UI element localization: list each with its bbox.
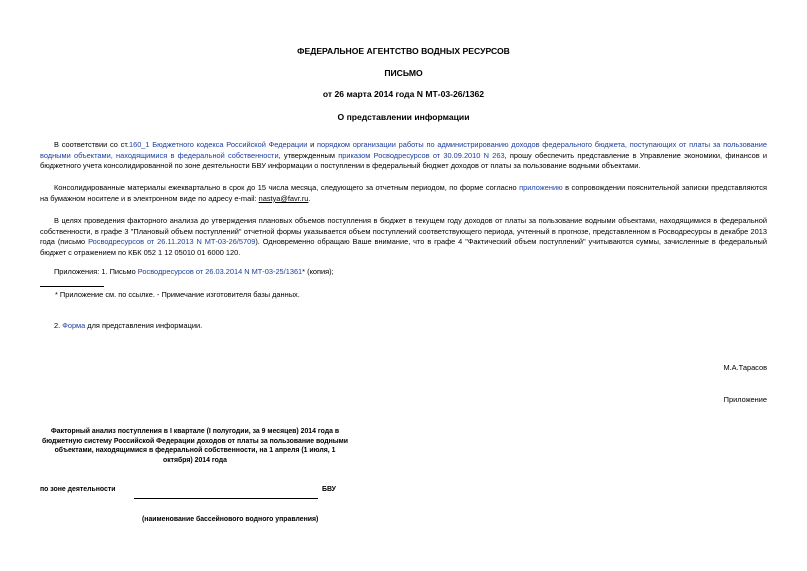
- budget-code-link[interactable]: 160_1 Бюджетного кодекса Российской Федерации: [128, 140, 308, 149]
- paragraph-2: [40, 183, 767, 204]
- paragraph-1: [40, 140, 767, 172]
- email-address[interactable]: nastya@favr.ru: [258, 193, 309, 203]
- text: Приложения: 1. Письмо: [54, 267, 138, 276]
- order-263-link[interactable]: приказом Росводресурсов от 30.09.2010 N 263: [338, 150, 505, 160]
- letter-5709-link[interactable]: Росводресурсов от 26.11.2013 N МТ-03-26/5709: [88, 237, 256, 247]
- attachments-line: [40, 267, 767, 278]
- letter-1361-link[interactable]: Росводресурсов от 26.03.2014 N МТ-03-25/1361: [137, 267, 303, 276]
- text: и: [307, 140, 318, 149]
- zone-label: по зоне деятельности: [40, 486, 116, 493]
- text: Консолидированные материалы ежеквартально в срок до 15 числа месяца, следующего за отчетным периодом, по форме согласно: [54, 183, 520, 192]
- footnote-star: *: [302, 267, 306, 276]
- footnote-divider: [40, 286, 104, 287]
- form-link[interactable]: Форма: [62, 321, 86, 330]
- paragraph-3: [40, 216, 767, 258]
- footnote: * Приложение см. по ссылке. - Примечание изготовителя базы данных.: [55, 290, 300, 299]
- text: 2.: [54, 321, 63, 330]
- procedure-link[interactable]: порядком организации работы по администрированию доходов федерального бюджета, поступающих от платы за пользование водными объектами, находящимися в федеральной собственности: [40, 140, 767, 160]
- text: ). Одновременно обращаю Ваше внимание, что в графе 4 "Фактический объем поступлений" учитываются суммы, зачисленные в федеральный бюджет с отражением по КБК 052 1 12 05010 01 6000 120.: [40, 237, 767, 257]
- text: для представления информации.: [85, 321, 203, 330]
- text: , утвержденным: [278, 150, 339, 160]
- bvu-label: БВУ: [322, 486, 336, 493]
- text: .: [308, 193, 311, 203]
- appendix-label: Приложение: [723, 395, 767, 404]
- bvu-caption: (наименование бассейнового водного управления): [142, 516, 319, 523]
- signature: М.А.Тарасов: [723, 363, 767, 372]
- form-title: Факторный анализ поступления в I квартале (I полугодии, за 9 месяцев) 2014 года в бюджетную систему Российской Федерации доходов от платы за пользование водными объектами, находящимися в федеральной собственности, на 1 апреля (1 июля, 1 октября) 2014 года: [42, 428, 348, 465]
- bvu-name-field: [134, 498, 318, 499]
- text: , прошу обеспечить представление в Управление экономики, финансов и бюджетного учета консолидированной по зоне деятельности БВУ информации о поступлении в федеральный бюджет доходов от платы за пользование водными объектами.: [40, 150, 768, 171]
- text: (копия);: [305, 267, 334, 276]
- doc-date-number: от 26 марта 2014 года N МТ-03-26/1362: [322, 89, 485, 99]
- text: В целях проведения факторного анализа до утверждения плановых объемов поступления в бюджет в текущем году доходов от платы за пользование водными объектами, находящимися в федеральной собственности, в графе 3 "Плановый объем поступлений" отчетной формы указывается объем поступлений соответствующего периода, учтенный в прогнозе, представленном в Росводресурсы в декабре 2013 года (письмо: [40, 216, 767, 247]
- appendix-link[interactable]: приложению: [519, 183, 563, 192]
- attachment-item-2: [54, 321, 202, 330]
- text: в сопровождении пояснительной записки представляются на бумажном носителе и в электронном виде по адресу e-mail:: [40, 183, 767, 203]
- agency-title: ФЕДЕРАЛЬНОЕ АГЕНТСТВО ВОДНЫХ РЕСУРСОВ: [297, 46, 510, 56]
- doc-type: ПИСЬМО: [384, 68, 423, 78]
- text: В соответствии со ст.: [54, 140, 129, 149]
- doc-subject: О представлении информации: [337, 112, 470, 122]
